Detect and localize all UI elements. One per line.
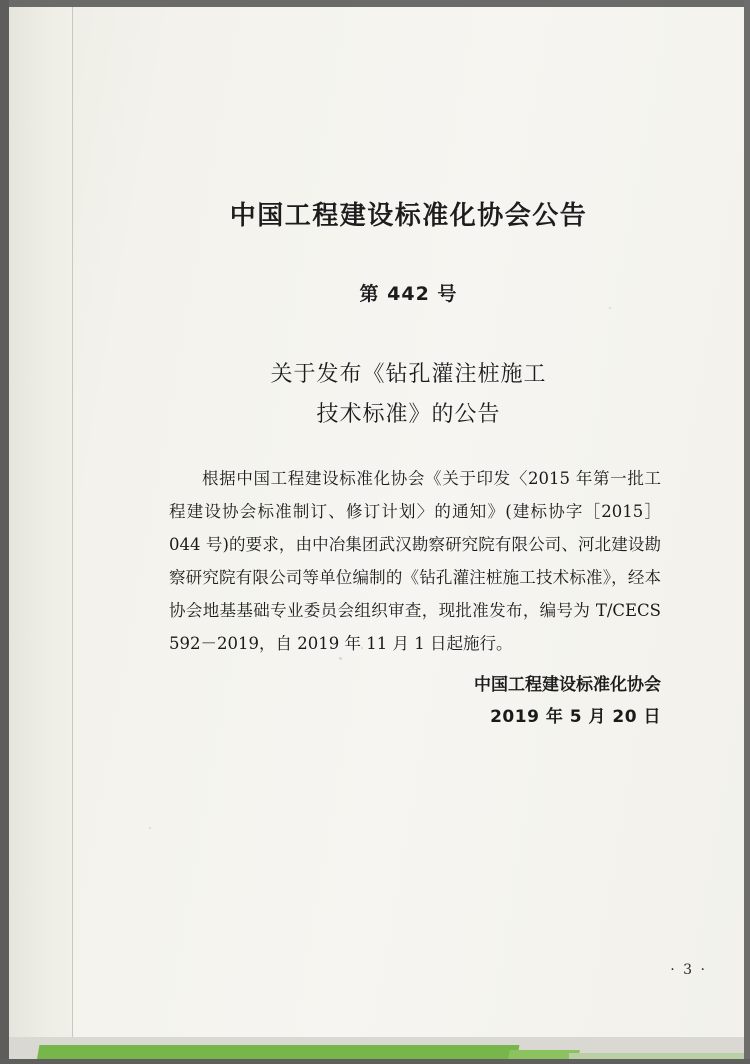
scan-border-right	[744, 0, 750, 1064]
announcement-subtitle-line-1: 关于发布《钻孔灌注桩施工	[270, 362, 547, 387]
signature-block	[73, 669, 661, 733]
paper-sheet	[9, 7, 744, 1059]
announcement-body-paragraph: 根据中国工程建设标准化协会《关于印发〈2015 年第一批工程建设协会标准制订、修订计划〉的通知》(建标协字［2015］044 号)的要求，由中冶集团武汉勘察研究院有限公司、河北建设勘察研究院有限公司等单位编制的《钻孔灌注桩施工技术标准》，经本协会地基基础专业委员会组织审查，现批准发布，编号为 T/CECS 592－2019，自 2019 年 11 月 1 日起施行。	[169, 469, 661, 653]
scanner-color-strip	[9, 1037, 744, 1059]
scan-border-bottom	[0, 1059, 750, 1064]
scan-border-left	[0, 0, 9, 1064]
document-content	[73, 7, 744, 1059]
signature-organization: 中国工程建设标准化协会	[474, 675, 661, 695]
scan-border-top	[0, 0, 750, 7]
announcement-subtitle-line-2: 技术标准》的公告	[316, 402, 501, 427]
announcement-number: 第 442 号	[359, 283, 458, 305]
page-number: · 3 ·	[670, 962, 707, 978]
page-title: 中国工程建设标准化协会公告	[229, 201, 588, 231]
signature-date: 2019 年 5 月 20 日	[490, 707, 661, 727]
page-gutter-shading	[9, 7, 72, 1059]
scanner-strip-segment	[37, 1045, 519, 1059]
announcement-subtitle	[73, 355, 744, 435]
